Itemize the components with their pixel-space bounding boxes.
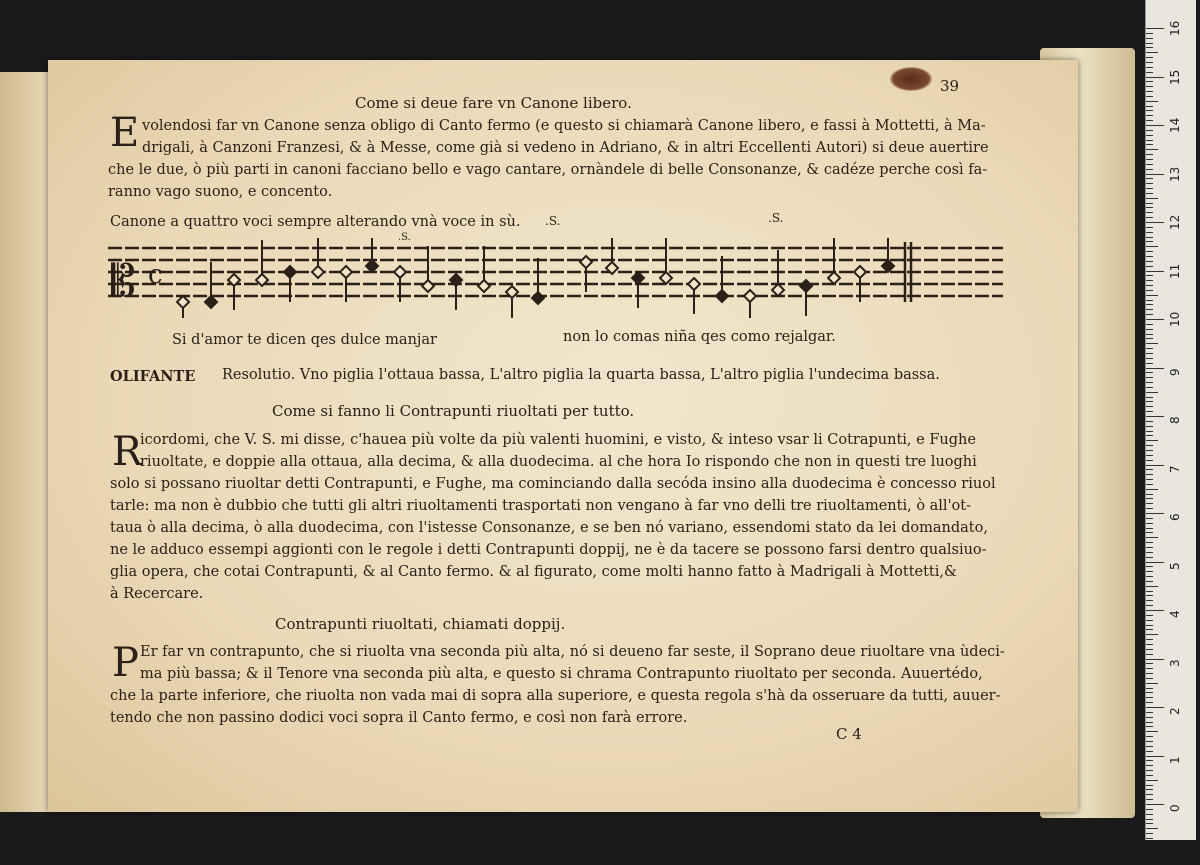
note-head [205, 296, 217, 308]
ruler-tick [1146, 43, 1153, 44]
ruler-tick [1146, 814, 1153, 815]
canon-caption: Canone a quattro voci sempre alterando vnà voce in sù. [110, 214, 521, 230]
note-head [312, 266, 324, 278]
note-head [340, 266, 352, 278]
para1-line: drigali, à Canzoni Franzesi, & à Messe, come già si vedeno in Adriano, & in altri Eccellenti Autori) si deue auertire [142, 140, 989, 156]
ruler-tick [1146, 334, 1153, 335]
ruler-tick [1146, 52, 1158, 53]
signum-mark: .S. [768, 211, 784, 225]
ruler-tick [1146, 47, 1153, 48]
ruler-number: 15 [1168, 69, 1182, 85]
ruler-tick [1146, 290, 1153, 291]
note-head [660, 272, 672, 284]
heading-doppij: Contrapunti riuoltati, chiamati doppij. [275, 615, 566, 633]
ruler-tick [1146, 101, 1158, 102]
ruler-number: 5 [1168, 561, 1182, 570]
note-head [394, 266, 406, 278]
ruler-tick [1146, 348, 1153, 349]
ruler-tick [1146, 552, 1153, 553]
para2-line: glia opera, che cotai Contrapunti, & al Canto fermo. & al figurato, come molti hanno fatto à Madrigali à Mottetti,& [110, 564, 957, 580]
ruler-tick [1146, 610, 1164, 611]
ruler-tick [1146, 203, 1153, 204]
ruler-tick [1146, 271, 1164, 272]
ruler-tick [1146, 799, 1153, 800]
ruler-tick [1146, 683, 1158, 684]
ruler-tick [1146, 125, 1164, 126]
ruler-tick [1146, 741, 1153, 742]
ruler-tick [1146, 678, 1153, 679]
ruler-tick [1146, 649, 1153, 650]
ruler-tick [1146, 285, 1153, 286]
ruler-tick [1146, 115, 1153, 116]
note-head [882, 260, 894, 272]
ruler-tick [1146, 91, 1153, 92]
ink-stain [890, 67, 932, 91]
ruler-tick [1146, 198, 1158, 199]
ruler-tick [1146, 566, 1153, 567]
ruler-tick [1146, 479, 1153, 480]
signum-mark: .S. [398, 232, 411, 243]
ruler-tick [1146, 828, 1158, 829]
ruler-tick [1146, 833, 1153, 834]
ruler-number: 12 [1168, 214, 1182, 230]
ruler-tick [1146, 67, 1153, 68]
ruler-tick [1146, 644, 1153, 645]
ruler-tick [1146, 498, 1153, 499]
ruler-tick [1146, 251, 1153, 252]
heading-contrapunti: Come si fanno li Contrapunti riuoltati per tutto. [272, 402, 635, 420]
ruler-tick [1146, 401, 1153, 402]
notes-group [177, 238, 894, 318]
ruler-tick [1146, 581, 1153, 582]
ruler-tick [1146, 72, 1153, 73]
note-head [284, 266, 296, 278]
ruler-tick [1146, 625, 1153, 626]
ruler-tick [1146, 275, 1153, 276]
ruler-tick [1146, 183, 1153, 184]
ruler-tick [1146, 397, 1153, 398]
signature-mark: C 4 [836, 725, 862, 743]
ruler-tick [1146, 319, 1164, 320]
para2-line: à Recercare. [110, 586, 204, 602]
ruler-number: 3 [1168, 658, 1182, 667]
ruler-tick [1146, 343, 1158, 344]
ruler-tick [1146, 503, 1153, 504]
ruler-tick [1146, 169, 1153, 170]
ruler-tick [1146, 222, 1164, 223]
ruler-tick [1146, 431, 1153, 432]
ruler-number: 13 [1168, 166, 1182, 182]
ruler-number: 11 [1168, 263, 1182, 279]
note-head [580, 256, 592, 268]
signum-mark: .S. [545, 214, 561, 228]
ruler-tick [1146, 246, 1158, 247]
para1-line: che le due, ò più parti in canoni facciano bello e vago cantare, ornàndele di belle Consonanze, & cadéze perche così fa- [108, 162, 988, 178]
ruler-tick [1146, 377, 1153, 378]
ruler-tick [1146, 595, 1153, 596]
ruler-tick [1146, 227, 1153, 228]
ruler-tick [1146, 421, 1153, 422]
ruler-tick [1146, 600, 1153, 601]
ruler-tick [1146, 266, 1153, 267]
ruler-tick [1146, 702, 1153, 703]
ruler-tick [1146, 756, 1164, 757]
ruler-tick [1146, 450, 1153, 451]
ruler-tick [1146, 760, 1153, 761]
ruler-tick [1146, 634, 1158, 635]
ruler-tick [1146, 406, 1153, 407]
ruler-tick [1146, 217, 1153, 218]
ruler-tick [1146, 751, 1153, 752]
ruler-number: 10 [1168, 311, 1182, 327]
ruler-number: 14 [1168, 117, 1182, 133]
ruler-tick [1146, 508, 1153, 509]
para2-line: tarle: ma non è dubbio che tutti gli altri riuoltamenti trasportati non vengano à far vno delli tre riuoltamenti, ò all'ot- [110, 498, 972, 514]
ruler-tick [1146, 736, 1153, 737]
ruler-tick [1146, 174, 1164, 175]
note-head [366, 260, 378, 272]
ruler-tick [1146, 692, 1153, 693]
ruler-tick [1146, 528, 1153, 529]
ruler-tick [1146, 353, 1153, 354]
note-head [800, 280, 812, 292]
ruler-tick [1146, 368, 1164, 369]
ruler-tick [1146, 261, 1153, 262]
ruler-tick [1146, 707, 1164, 708]
ruler-tick [1146, 780, 1158, 781]
ruler-tick [1146, 426, 1153, 427]
ruler-tick [1146, 789, 1153, 790]
note-head [688, 278, 700, 290]
ruler-tick [1146, 372, 1153, 373]
ruler-tick [1146, 178, 1153, 179]
ruler-tick [1146, 106, 1153, 107]
ruler-tick [1146, 445, 1153, 446]
ruler-tick [1146, 110, 1153, 111]
ruler-tick [1146, 57, 1153, 58]
note-head [716, 290, 728, 302]
ruler-tick [1146, 144, 1153, 145]
note-head [772, 284, 784, 296]
ruler-tick [1146, 726, 1153, 727]
measuring-ruler [1145, 0, 1196, 840]
ruler-tick [1146, 809, 1153, 810]
ruler-tick [1146, 823, 1153, 824]
ruler-tick [1146, 387, 1153, 388]
ruler-tick [1146, 62, 1153, 63]
ruler-number: 2 [1168, 707, 1182, 715]
ruler-tick [1146, 295, 1158, 296]
ruler-tick [1146, 416, 1164, 417]
ruler-tick [1146, 557, 1153, 558]
ruler-tick [1146, 455, 1153, 456]
ruler-tick [1146, 489, 1158, 490]
ruler-tick [1146, 513, 1164, 514]
para1-line: volendosi far vn Canone senza obligo di Canto fermo (e questo si chiamarà Canone libero, e fassi à Mottetti, à Ma- [142, 118, 986, 134]
ruler-tick [1146, 120, 1153, 121]
ruler-tick [1146, 140, 1153, 141]
note-head [632, 272, 644, 284]
ruler-tick [1146, 775, 1153, 776]
ruler-tick [1146, 300, 1153, 301]
ruler-tick [1146, 77, 1164, 78]
ruler-tick [1146, 804, 1164, 805]
ruler-tick [1146, 280, 1153, 281]
ruler-tick [1146, 329, 1153, 330]
ruler-tick [1146, 28, 1164, 29]
ruler-tick [1146, 659, 1164, 660]
ruler-tick [1146, 668, 1153, 669]
ruler-tick [1146, 494, 1153, 495]
lyrics-line: Si d'amor te dicen qes dulce manjar [172, 332, 437, 348]
music-staff [108, 238, 1003, 318]
ruler-tick [1146, 435, 1153, 436]
para2-line: solo si possano riuoltar detti Contrapunti, e Fughe, ma cominciando dalla secóda insino alla duodecima è concesso riuol [110, 476, 996, 492]
para2-line: icordomi, che V. S. mi disse, c'hauea più volte da più valenti huomini, e visto, & inteso vsar li Cotrapunti, e Fughe [140, 432, 976, 448]
ruler-tick [1146, 697, 1153, 698]
ruler-tick [1146, 164, 1153, 165]
ruler-tick [1146, 615, 1153, 616]
para3-line: ma più bassa; & il Tenore vna seconda più alta, e questo si chrama Contrapunto riuoltato per seconda. Auuertédo, [140, 666, 983, 682]
ruler-tick [1146, 731, 1158, 732]
para1-line: ranno vago suono, e concento. [108, 184, 333, 200]
para3-line: tendo che non passino dodici voci sopra il Canto fermo, e così non farà errore. [110, 710, 688, 726]
note-head [744, 290, 756, 302]
ruler-tick [1146, 484, 1153, 485]
ruler-number: 1 [1168, 755, 1182, 764]
ruler-number: 9 [1168, 367, 1182, 376]
ruler-number: 8 [1168, 416, 1182, 424]
ruler-tick [1146, 562, 1164, 563]
ruler-tick [1146, 717, 1153, 718]
ruler-tick [1146, 722, 1153, 723]
ruler-tick [1146, 86, 1153, 87]
ruler-tick [1146, 576, 1153, 577]
note-head [854, 266, 866, 278]
ruler-number: 4 [1168, 610, 1182, 618]
ruler-tick [1146, 382, 1153, 383]
ruler-tick [1146, 688, 1153, 689]
ruler-tick [1146, 819, 1153, 820]
para2-line: ne le adduco essempi aggionti con le regole i detti Contrapunti doppij, ne è da tacere se possono farsi dentro qualsiuo- [110, 542, 987, 558]
ruler-tick [1146, 547, 1153, 548]
ruler-tick [1146, 663, 1153, 664]
para3-line: Er far vn contrapunto, che si riuolta vna seconda più alta, nó si deueno far seste, il Soprano deue riuoltare vna ùdeci- [140, 644, 1005, 660]
ruler-tick [1146, 770, 1153, 771]
ruler-tick [1146, 620, 1153, 621]
ruler-tick [1146, 304, 1153, 305]
dropcap-e: E [110, 110, 140, 156]
ruler-tick [1146, 188, 1153, 189]
ruler-tick [1146, 794, 1153, 795]
ruler-tick [1146, 212, 1153, 213]
left-page-edge [0, 72, 50, 812]
ruler-tick [1146, 392, 1158, 393]
ruler-tick [1146, 542, 1153, 543]
ruler-tick [1146, 460, 1153, 461]
ruler-number: 6 [1168, 513, 1182, 521]
ruler-tick [1146, 518, 1153, 519]
ruler-tick [1146, 33, 1153, 34]
note-head [478, 280, 490, 292]
ruler-tick [1146, 629, 1153, 630]
ruler-number: 0 [1168, 804, 1182, 812]
page-number: 39 [940, 77, 960, 95]
ruler-tick [1146, 639, 1153, 640]
ruler-tick [1146, 532, 1153, 533]
note-head [422, 280, 434, 292]
ruler-number: 16 [1168, 20, 1182, 36]
ruler-tick [1146, 838, 1153, 839]
ruler-tick [1146, 363, 1153, 364]
ruler-tick [1146, 207, 1153, 208]
ruler-tick [1146, 193, 1153, 194]
dropcap-p: P [112, 640, 139, 686]
para3-line: che la parte inferiore, che riuolta non vada mai di sopra alla superiore, e questa regola s'hà da osseruare da tutti, auuer- [110, 688, 1001, 704]
ruler-tick [1146, 358, 1153, 359]
ruler-tick [1146, 324, 1153, 325]
note-head [828, 272, 840, 284]
time-signature: c [148, 260, 163, 290]
ruler-tick [1146, 440, 1158, 441]
note-head [177, 296, 189, 308]
ruler-tick [1146, 654, 1153, 655]
ruler-tick [1146, 712, 1153, 713]
ruler-tick [1146, 38, 1153, 39]
ruler-tick [1146, 474, 1153, 475]
ruler-tick [1146, 411, 1153, 412]
ruler-tick [1146, 571, 1153, 572]
ruler-tick [1146, 232, 1153, 233]
ruler-tick [1146, 149, 1158, 150]
ruler-number: 7 [1168, 464, 1182, 473]
ruler-tick [1146, 130, 1153, 131]
para2-line: taua ò alla decima, ò alla duodecima, con l'istesse Consonanze, e se ben nó variano, essendomi stato da lei domandato, [110, 520, 988, 536]
ruler-tick [1146, 469, 1153, 470]
ruler-tick [1146, 81, 1153, 82]
ruler-tick [1146, 465, 1164, 466]
ruler-tick [1146, 338, 1153, 339]
ruler-tick [1146, 159, 1153, 160]
olifante-label: OLIFANTE [110, 368, 196, 385]
heading-canone-libero: Come si deue fare vn Canone libero. [355, 94, 632, 112]
ruler-tick [1146, 237, 1153, 238]
ruler-tick [1146, 673, 1153, 674]
ruler-tick [1146, 154, 1153, 155]
ruler-tick [1146, 523, 1153, 524]
ruler-tick [1146, 96, 1153, 97]
ruler-tick [1146, 765, 1153, 766]
ruler-tick [1146, 537, 1158, 538]
ruler-tick [1146, 591, 1153, 592]
clef-symbol: 𝄡 [111, 256, 136, 307]
resolutio-text: Resolutio. Vno piglia l'ottaua bassa, L'altro piglia la quarta bassa, L'altro piglia l'undecima bassa. [222, 367, 940, 383]
ruler-tick [1146, 785, 1153, 786]
ruler-tick [1146, 309, 1153, 310]
para2-line: riuoltate, e doppie alla ottaua, alla decima, & alla duodecima. al che hora Io rispondo che non in questi tre luoghi [140, 454, 977, 470]
ruler-tick [1146, 135, 1153, 136]
lyrics-line: non lo comas niña qes como rejalgar. [563, 329, 836, 345]
ruler-tick [1146, 605, 1153, 606]
ruler-tick [1146, 256, 1153, 257]
ruler-tick [1146, 586, 1158, 587]
dropcap-r: R [112, 429, 143, 475]
ruler-tick [1146, 241, 1153, 242]
ruler-tick [1146, 746, 1153, 747]
note-head [532, 292, 544, 304]
ruler-tick [1146, 314, 1153, 315]
